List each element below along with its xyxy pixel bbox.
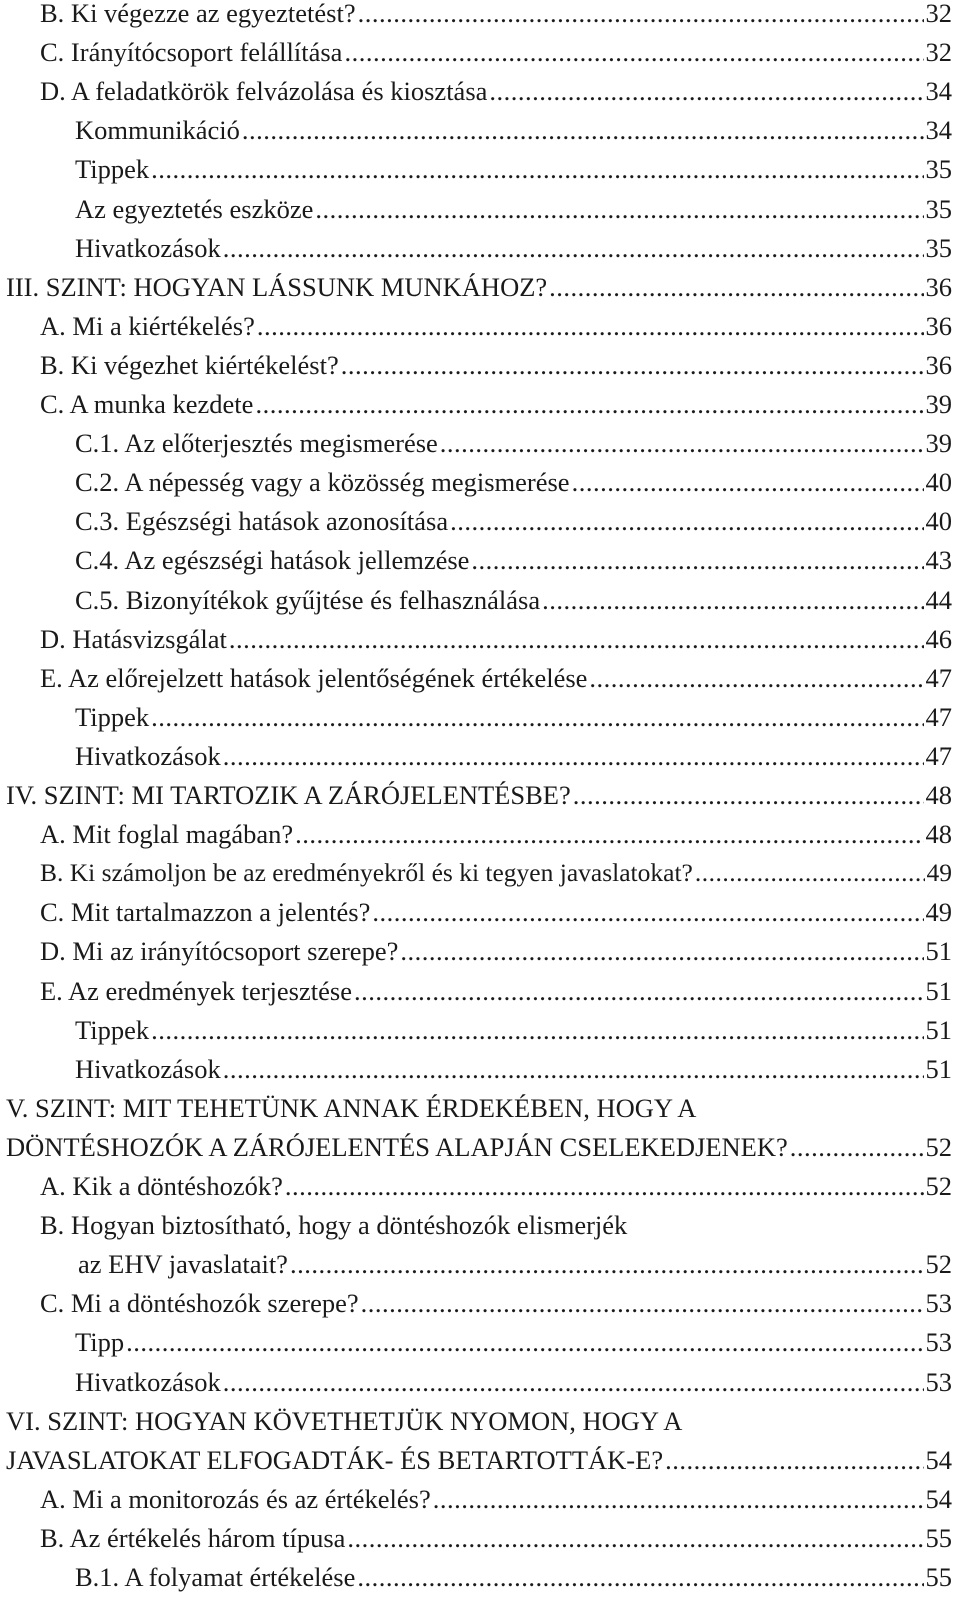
- dot-leader: [285, 1166, 924, 1206]
- dot-leader: [357, 1557, 923, 1597]
- toc-entry-title: JAVASLATOKAT ELFOGADTÁK- ÉS BETARTOTTÁK-E?: [6, 1444, 664, 1475]
- toc-page-number: 36: [925, 310, 952, 341]
- toc-entry-title: A. Mit foglal magában?: [40, 819, 294, 850]
- dot-leader: [573, 775, 924, 815]
- toc-entry-title: V. SZINT: MIT TEHETÜNK ANNAK ÉRDEKÉBEN, HOGY A: [6, 1092, 697, 1123]
- toc-page-number: 52: [925, 1249, 952, 1280]
- toc-entry-title: B. Az értékelés három típusa: [40, 1522, 346, 1553]
- toc-entry[interactable]: [0, 110, 952, 150]
- dot-leader: [341, 345, 924, 385]
- toc-entry-title: Hivatkozások: [75, 740, 221, 771]
- toc-entry[interactable]: [0, 71, 952, 111]
- toc-entry-title: Hivatkozások: [75, 1366, 221, 1397]
- toc-page-number: 39: [925, 428, 952, 459]
- toc-page-number: 52: [925, 1171, 952, 1201]
- toc-page-number: 51: [925, 936, 952, 967]
- dot-leader: [440, 423, 924, 463]
- toc-entry-title: E. Az előrejelzett hatások jelentőségének értékelése: [40, 662, 588, 693]
- toc-page-number: 35: [925, 193, 952, 224]
- toc-entry-title: Hivatkozások: [75, 1053, 221, 1084]
- toc-entry-title: C.2. A népesség vagy a közösség megismerése: [75, 467, 570, 498]
- toc-entry-title: A. Mi a kiértékelés?: [40, 310, 255, 341]
- toc-entry-title: E. Az eredmények terjesztése: [40, 975, 352, 1006]
- toc-entry-title: B. Ki számoljon be az eredményekről és ki tegyen javaslatokat?: [40, 858, 693, 888]
- toc-page-number: 34: [925, 76, 952, 107]
- dot-leader: [354, 971, 924, 1011]
- toc-entry[interactable]: [0, 1557, 952, 1597]
- toc-entry[interactable]: [0, 853, 952, 893]
- toc-entry-title: A. Kik a döntéshozók?: [40, 1171, 283, 1201]
- toc-page-number: 53: [925, 1327, 952, 1358]
- toc-page-number: 47: [925, 701, 952, 732]
- toc-entry[interactable]: [0, 32, 952, 72]
- toc-page-number: 53: [925, 1366, 952, 1397]
- toc-page-number: 51: [925, 975, 952, 1006]
- dot-leader: [151, 697, 923, 737]
- toc-entry-title: B. Ki végezhet kiértékelést?: [40, 349, 339, 380]
- toc-page-number: 53: [925, 1288, 952, 1319]
- dot-leader: [229, 619, 924, 659]
- dot-leader: [589, 658, 923, 698]
- toc-entry-title: Tippek: [75, 701, 150, 732]
- toc-page-number: 39: [925, 389, 952, 419]
- toc-entry-title: B. Ki végezze az egyeztetést?: [40, 0, 356, 28]
- toc-entry[interactable]: [0, 306, 952, 346]
- toc-page-number: 36: [925, 349, 952, 380]
- toc-entry-continued[interactable]: [0, 1088, 952, 1128]
- toc-entry[interactable]: [0, 345, 952, 385]
- toc-page-number: 48: [925, 780, 952, 810]
- dot-leader: [695, 853, 925, 893]
- toc-entry[interactable]: [0, 931, 952, 971]
- dot-leader: [344, 32, 923, 72]
- dot-leader: [223, 736, 924, 776]
- toc-entry[interactable]: [0, 1518, 952, 1558]
- dot-leader: [790, 1127, 924, 1167]
- dot-leader: [315, 189, 923, 229]
- toc-entry[interactable]: [0, 267, 952, 307]
- toc-entry[interactable]: [0, 501, 952, 541]
- toc-entry-title: C. A munka kezdete: [40, 389, 254, 419]
- toc-entry-continued[interactable]: [0, 1401, 952, 1441]
- dot-leader: [151, 1010, 923, 1050]
- dot-leader: [361, 1283, 924, 1323]
- toc-entry-title: C.3. Egészségi hatások azonosítása: [75, 506, 449, 537]
- toc-entry[interactable]: [0, 462, 952, 502]
- dot-leader: [223, 228, 924, 268]
- toc-page-number: 48: [925, 819, 952, 850]
- dot-leader: [433, 1479, 924, 1519]
- toc-page-number: 47: [925, 662, 952, 693]
- dot-leader: [295, 814, 923, 854]
- toc-entry-title: VI. SZINT: HOGYAN KÖVETHETJÜK NYOMON, HOGY A: [6, 1405, 683, 1436]
- toc-entry[interactable]: [0, 971, 952, 1011]
- dot-leader: [290, 1244, 924, 1284]
- toc-page-number: 54: [925, 1444, 952, 1475]
- dot-leader: [450, 501, 923, 541]
- dot-leader: [489, 71, 923, 111]
- dot-leader: [572, 462, 924, 502]
- toc-page-number: 54: [925, 1483, 952, 1514]
- toc-page-number: 34: [925, 115, 952, 146]
- toc-entry-title: Tipp: [75, 1327, 125, 1358]
- dot-leader: [242, 110, 924, 150]
- toc-entry-title: B. Hogyan biztosítható, hogy a döntéshozók elismerjék: [40, 1210, 628, 1241]
- toc-entry[interactable]: [0, 1049, 952, 1089]
- toc-page-number: 49: [925, 897, 952, 928]
- toc-entry[interactable]: [0, 775, 952, 815]
- dot-leader: [542, 580, 923, 620]
- toc-entry[interactable]: [0, 423, 952, 463]
- toc-entry[interactable]: [0, 1322, 952, 1362]
- toc-entry-title: C.4. Az egészségi hatások jellemzése: [75, 545, 470, 576]
- toc-entry[interactable]: [0, 1283, 952, 1323]
- dot-leader: [400, 931, 923, 971]
- toc-entry[interactable]: [0, 228, 952, 268]
- dot-leader: [665, 1440, 923, 1480]
- toc-page-number: 47: [925, 740, 952, 771]
- toc-page-number: 51: [925, 1053, 952, 1084]
- toc-entry[interactable]: [0, 1479, 952, 1519]
- toc-entry-title: III. SZINT: HOGYAN LÁSSUNK MUNKÁHOZ?: [6, 271, 548, 302]
- toc-entry[interactable]: [0, 384, 952, 424]
- toc-entry[interactable]: [0, 1166, 952, 1206]
- dot-leader: [257, 306, 924, 346]
- toc-entry-title: D. Mi az irányítócsoport szerepe?: [40, 936, 399, 967]
- toc-entry[interactable]: [0, 892, 952, 932]
- toc-page-number: 55: [925, 1522, 952, 1553]
- toc-entry-title: C.5. Bizonyítékok gyűjtése és felhasználása: [75, 584, 541, 615]
- dot-leader: [223, 1049, 924, 1089]
- toc-entry[interactable]: [0, 0, 952, 33]
- toc-entry[interactable]: [0, 1127, 952, 1167]
- toc-page-number: 52: [925, 1131, 952, 1162]
- dot-leader: [358, 0, 924, 33]
- toc-page-number: 43: [925, 545, 952, 576]
- toc-entry[interactable]: [0, 540, 952, 580]
- toc-entry[interactable]: [0, 1362, 952, 1402]
- toc-entry-title: D. A feladatkörök felvázolása és kiosztása: [40, 76, 488, 107]
- toc-entry-title: DÖNTÉSHOZÓK A ZÁRÓJELENTÉS ALAPJÁN CSELEKEDJENEK?: [6, 1131, 788, 1162]
- toc-entry-title: az EHV javaslatait?: [78, 1249, 288, 1280]
- toc-entry-title: C. Irányítócsoport felállítása: [40, 37, 343, 68]
- toc-page-number: 32: [925, 37, 952, 68]
- toc-page-number: 44: [925, 584, 952, 615]
- toc-entry-title: D. Hatásvizsgálat: [40, 623, 227, 654]
- dot-leader: [151, 149, 923, 189]
- toc-entry-title: Tippek: [75, 1014, 150, 1045]
- dot-leader: [255, 384, 923, 424]
- toc-page-number: 35: [925, 232, 952, 263]
- toc-entry[interactable]: [0, 619, 952, 659]
- dot-leader: [223, 1362, 924, 1402]
- dot-leader: [347, 1518, 923, 1558]
- toc-entry-title: A. Mi a monitorozás és az értékelés?: [40, 1483, 431, 1514]
- toc-entry[interactable]: [0, 189, 952, 229]
- toc-entry-title: Kommunikáció: [75, 115, 240, 146]
- toc-entry[interactable]: [0, 814, 952, 854]
- toc-entry-title: C. Mi a döntéshozók szerepe?: [40, 1288, 359, 1319]
- toc-page-number: 51: [925, 1014, 952, 1045]
- toc-entry[interactable]: [0, 1244, 952, 1284]
- dot-leader: [549, 267, 923, 307]
- toc-page-number: 40: [925, 467, 952, 498]
- toc-entry[interactable]: [0, 1440, 952, 1480]
- toc-page-number: 35: [925, 154, 952, 185]
- toc-page-number: 49: [926, 858, 952, 888]
- toc-entry[interactable]: [0, 1010, 952, 1050]
- dot-leader: [372, 892, 923, 932]
- toc-entry[interactable]: [0, 580, 952, 620]
- toc-entry[interactable]: [0, 697, 952, 737]
- toc-entry-title: Az egyeztetés eszköze: [75, 193, 314, 224]
- toc-entry[interactable]: [0, 736, 952, 776]
- toc-entry[interactable]: [0, 658, 952, 698]
- toc-entry-title: Tippek: [75, 154, 150, 185]
- toc-page-number: 32: [925, 0, 952, 28]
- toc-entry-continued[interactable]: [0, 1205, 952, 1245]
- toc-entry[interactable]: [0, 149, 952, 189]
- toc-entry-title: Hivatkozások: [75, 232, 221, 263]
- dot-leader: [126, 1322, 923, 1362]
- toc-page-number: 40: [925, 506, 952, 537]
- toc-page-number: 55: [925, 1562, 952, 1592]
- toc-entry-title: IV. SZINT: MI TARTOZIK A ZÁRÓJELENTÉSBE?: [6, 780, 571, 810]
- toc-entry-title: B.1. A folyamat értékelése: [75, 1562, 356, 1592]
- toc-entry-title: C.1. Az előterjesztés megismerése: [75, 428, 438, 459]
- toc-page-number: 46: [925, 623, 952, 654]
- dot-leader: [471, 540, 923, 580]
- toc-page-number: 36: [925, 271, 952, 302]
- toc-entry-title: C. Mit tartalmazzon a jelentés?: [40, 897, 371, 928]
